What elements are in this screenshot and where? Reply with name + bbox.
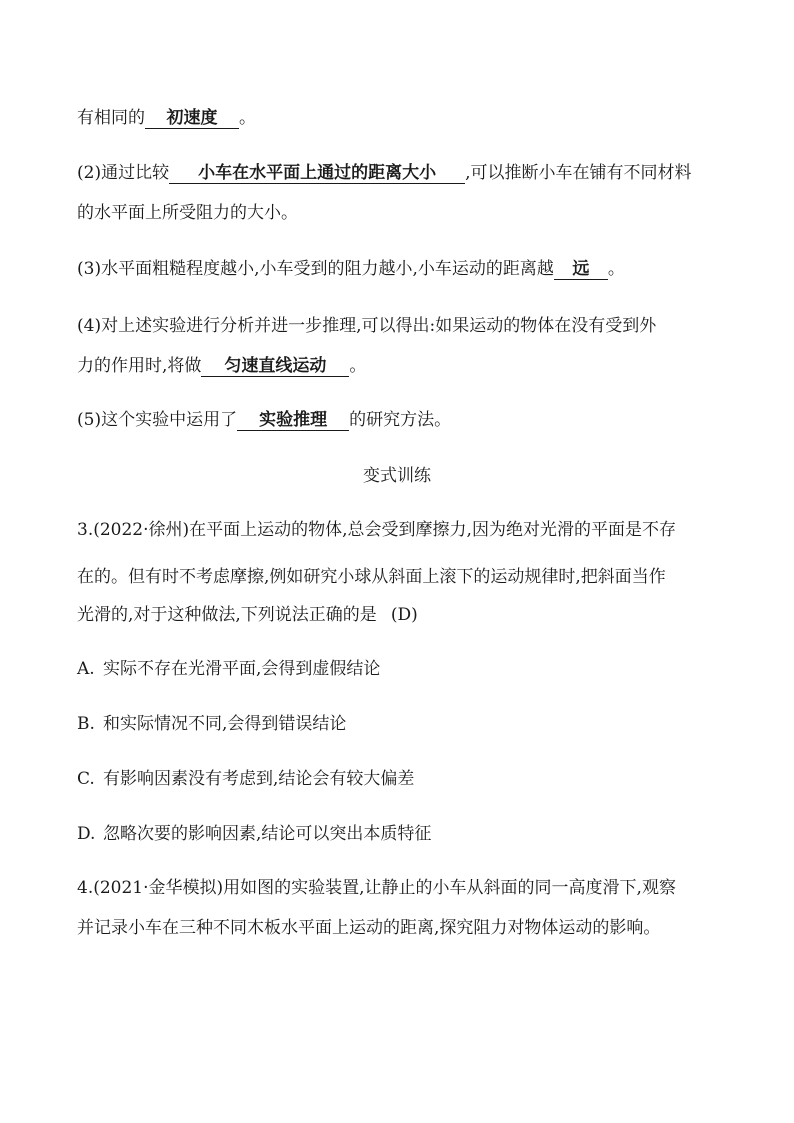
q1-text-after: 。 xyxy=(239,108,256,128)
q5-line xyxy=(77,409,727,431)
q1-answer: 初速度 xyxy=(145,108,239,129)
option-d-letter: D. xyxy=(77,824,96,844)
p3-line1: 3.(2022·徐州)在平面上运动的物体,总会受到摩擦力,因为绝对光滑的平面是不存 xyxy=(77,520,676,540)
option-b-letter: B. xyxy=(77,714,95,734)
p3-answer: (D) xyxy=(390,605,418,625)
option-a xyxy=(77,658,727,680)
option-b xyxy=(77,713,727,735)
option-a-text: 实际不存在光滑平面,会得到虚假结论 xyxy=(103,659,381,679)
option-c-text: 有影响因素没有考虑到,结论会有较大偏差 xyxy=(103,769,415,789)
q1-text-before: 有相同的 xyxy=(77,108,145,128)
q1-tail-line xyxy=(77,107,727,129)
q2-line1 xyxy=(77,162,727,184)
q4-text-after: 。 xyxy=(349,356,367,376)
option-c xyxy=(77,768,727,790)
q5-answer: 实验推理 xyxy=(237,410,349,431)
p3-line3 xyxy=(77,604,727,626)
q3-text-before: (3)水平面粗糙程度越小,小车受到的阻力越小,小车运动的距离越 xyxy=(77,259,554,279)
q2-line2: 的水平面上所受阻力的大小。 xyxy=(77,203,298,223)
option-b-text: 和实际情况不同,会得到错误结论 xyxy=(103,714,347,734)
p4-line1: 4.(2021·金华模拟)用如图的实验装置,让静止的小车从斜面的同一高度滑下,观察 xyxy=(77,878,676,898)
q4-line2 xyxy=(77,355,727,377)
q3-answer: 远 xyxy=(554,259,608,280)
q4-text-before: 力的作用时,将做 xyxy=(77,356,202,376)
p3-line2: 在的。但有时不考虑摩擦,例如研究小球从斜面上滚下的运动规律时,把斜面当作 xyxy=(77,567,666,587)
p4-line2: 并记录小车在三种不同木板水平面上运动的距离,探究阻力对物体运动的影响。 xyxy=(77,918,661,938)
q3-line xyxy=(77,258,727,280)
option-c-letter: C. xyxy=(77,769,95,789)
option-a-letter: A. xyxy=(77,659,95,679)
p3-stem-end: 光滑的,对于这种做法,下列说法正确的是 xyxy=(77,605,377,625)
q5-text-after: 的研究方法。 xyxy=(349,410,452,430)
q4-line1: (4)对上述实验进行分析并进一步推理,可以得出:如果运动的物体在没有受到外 xyxy=(77,316,657,336)
option-d xyxy=(77,823,727,845)
section-title: 变式训练 xyxy=(363,466,431,486)
q2-answer: 小车在水平面上通过的距离大小 xyxy=(169,163,465,184)
option-d-text: 忽略次要的影响因素,结论可以突出本质特征 xyxy=(103,824,432,844)
q5-text-before: (5)这个实验中运用了 xyxy=(77,410,238,430)
q4-answer: 匀速直线运动 xyxy=(201,356,349,377)
q3-text-after: 。 xyxy=(607,259,625,279)
q2-text-before: (2)通过比较 xyxy=(77,163,170,183)
q2-text-after: ,可以推断小车在铺有不同材料 xyxy=(465,163,692,183)
